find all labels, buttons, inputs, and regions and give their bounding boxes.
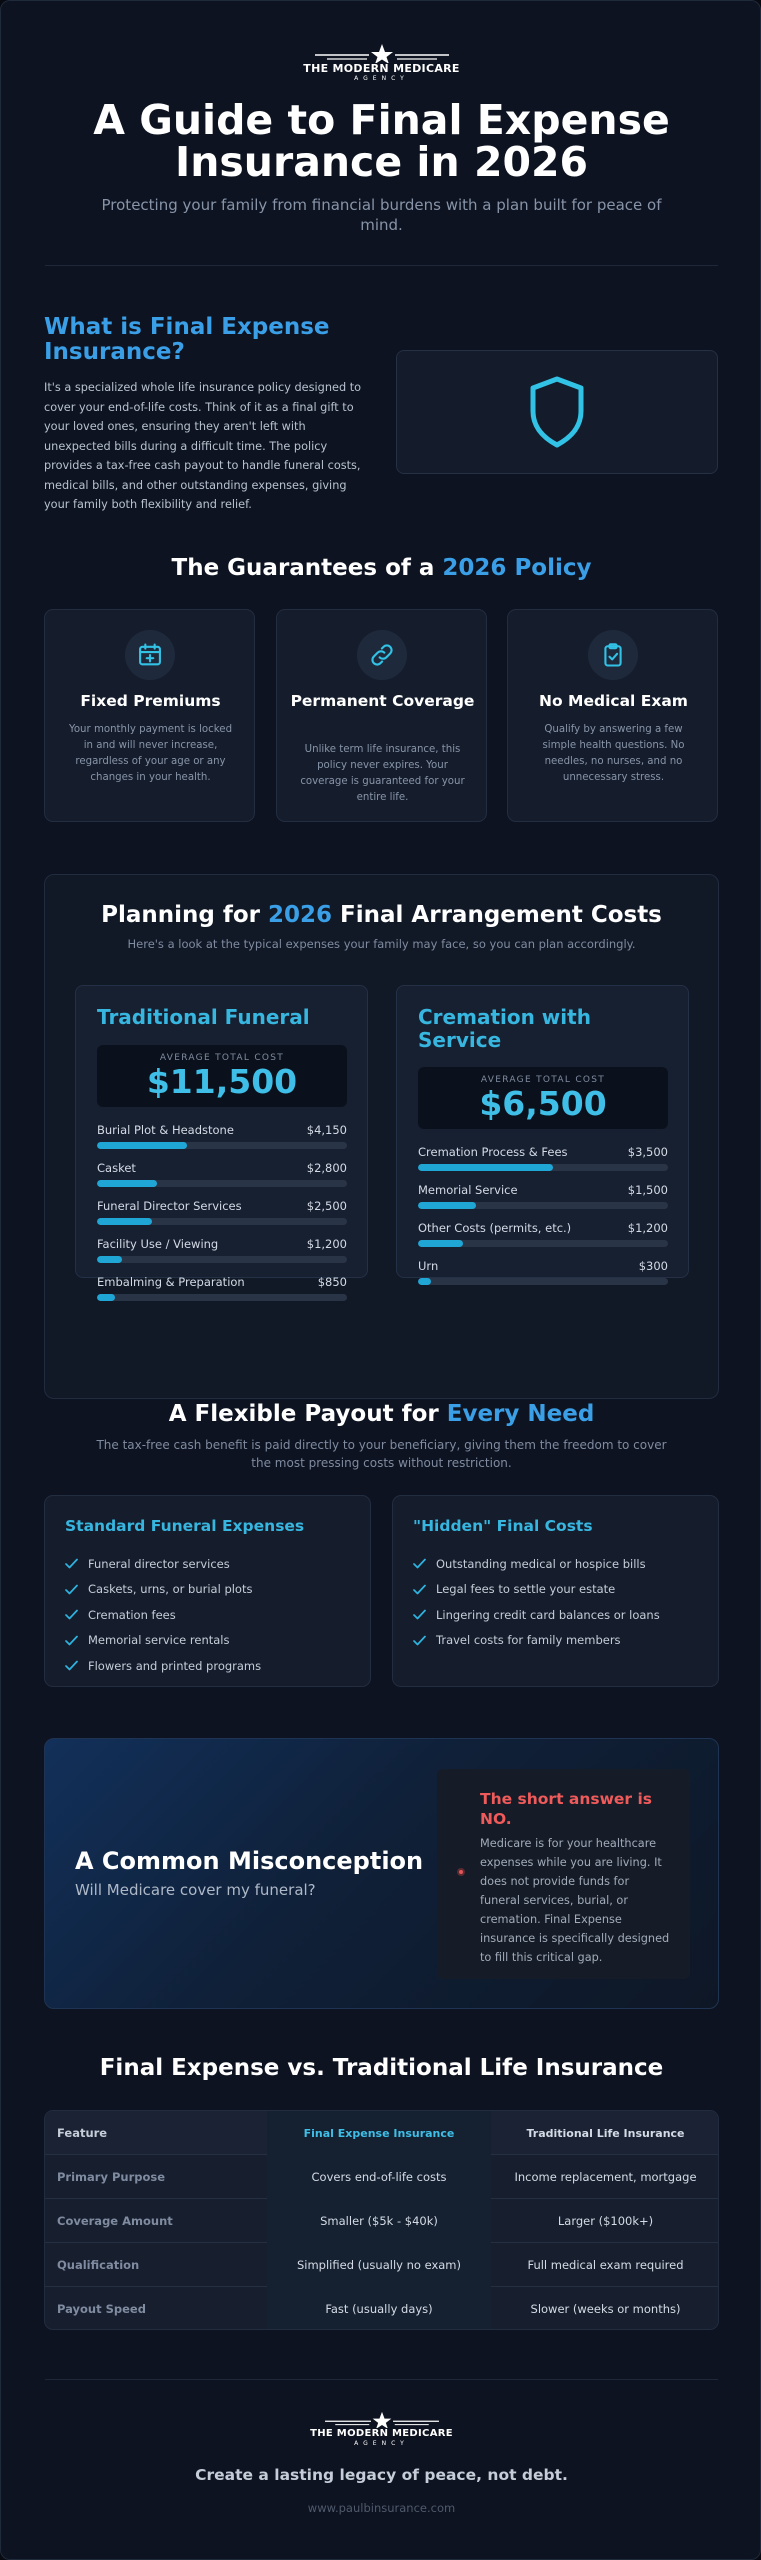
table-cell: Simplified (usually no exam) [267,2243,491,2287]
divider [45,2379,718,2380]
payout-item-text: Funeral director services [88,1556,230,1571]
planning-section [44,874,719,1399]
guarantees-title-accent: 2026 Policy [442,555,592,581]
brand-name: THE MODERN MEDICARE [303,62,460,75]
table-row [45,2287,719,2330]
payout-item-text: Travel costs for family members [436,1633,621,1648]
table-row [45,2199,719,2243]
payout-subtitle: The tax-free cash benefit is paid directly to your beneficiary, giving them the freedom to cover the most pressing costs without restriction. [96,1438,667,1470]
footer-url[interactable]: www.paulbinsurance.com [307,2501,456,2515]
guarantee-title: No Medical Exam [539,692,688,710]
payout-list-item [65,1551,261,1577]
cost-item-label: Cremation Process & Fees [418,1145,568,1159]
table-header-row [45,2111,719,2155]
cost-item-label: Other Costs (permits, etc.) [418,1221,572,1235]
guarantee-title: Permanent Coverage [290,692,475,710]
cost-bar [418,1164,668,1171]
table-cell: Slower (weeks or months) [530,2302,681,2316]
payout-list-item [413,1577,660,1603]
what-body: It's a specialized whole life insurance policy designed to cover your end-of-life costs. Think of it as a final gift to your loved ones, ensuring they aren't left with unexpected bills during a difficult time. The policy provides a tax-free cash payout to handle funeral costs, medical bills, and other outstanding expenses, giving your family both flexibility and relief. [44,381,362,511]
cost-card-title: Cremation with Service [418,1005,591,1052]
check-icon [413,1558,436,1569]
brand-logo [1,43,761,83]
table-cell: Fast (usually days) [267,2287,491,2330]
cost-item [97,1237,347,1269]
cost-item-value: $850 [317,1275,347,1289]
cost-bar [97,1142,347,1149]
guarantee-card-permanent-coverage [276,609,487,822]
shield-panel [396,350,718,474]
cost-bar [97,1256,347,1263]
payout-card-hidden [392,1495,719,1687]
brand-sub: AGENCY [354,75,409,82]
table-cell: Income replacement, mortgage [514,2170,697,2184]
cost-bar [97,1294,347,1301]
cost-bar [97,1180,347,1187]
cost-item-label: Urn [418,1259,439,1273]
check-icon [413,1609,436,1620]
cost-item-value: $2,800 [306,1161,347,1175]
payout-item-text: Outstanding medical or hospice bills [436,1556,646,1571]
payout-title-prefix: A Flexible Payout for [168,1401,447,1427]
footer-tagline: Create a lasting legacy of peace, not debt. [195,2466,568,2484]
cost-bar-fill [418,1164,553,1171]
brand-sub: AGENCY [354,2440,409,2447]
misconception-question: Will Medicare cover my funeral? [75,1881,316,1899]
cost-item [418,1183,668,1215]
table-row [45,2243,719,2287]
total-cost-box [97,1045,347,1107]
cost-bar [418,1240,668,1247]
star-icon [307,43,457,63]
cost-item-value: $1,200 [306,1237,347,1251]
cost-item [418,1221,668,1253]
cost-item [97,1123,347,1155]
cost-item-value: $300 [638,1259,668,1273]
calendar-plus-icon [125,630,175,680]
page-title: A Guide to Final Expense Insurance in 2026 [93,96,670,186]
clipboard-check-icon [588,630,638,680]
cost-item-label: Funeral Director Services [97,1199,242,1213]
cost-bar-fill [418,1202,476,1209]
payout-title [1,1401,761,1427]
cost-item [97,1161,347,1193]
check-icon [413,1584,436,1595]
cost-card-title: Traditional Funeral [97,1005,310,1029]
payout-list-item [65,1602,261,1628]
cost-item [97,1199,347,1231]
cost-card-cremation [396,985,689,1278]
cost-item-label: Memorial Service [418,1183,518,1197]
guarantee-desc: Your monthly payment is locked in and will never increase, regardless of your age or any changes in your health. [68,724,233,783]
check-icon [413,1635,436,1646]
cost-item-value: $3,500 [627,1145,668,1159]
planning-subtitle: Here's a look at the typical expenses your family may face, so you can plan accordingly. [127,937,636,951]
cost-item-label: Facility Use / Viewing [97,1237,219,1251]
cost-item-label: Burial Plot & Headstone [97,1123,234,1137]
misconception-title: A Common Misconception [75,1847,424,1875]
cost-card-traditional-funeral [75,985,368,1289]
payout-list [65,1551,261,1679]
alert-dot-icon [457,1868,465,1876]
table-header-cell: Traditional Life Insurance [526,2126,685,2140]
cost-bar [97,1218,347,1225]
table-cell: Primary Purpose [57,2170,166,2184]
guarantee-title: Fixed Premiums [80,692,221,710]
guarantee-card-no-medical-exam [507,609,718,822]
planning-title-prefix: Planning for [101,902,269,928]
guarantee-card-fixed-premiums [44,609,255,822]
table-cell: Covers end-of-life costs [267,2155,491,2199]
guarantee-desc: Unlike term life insurance, this policy never expires. Your coverage is guaranteed for your entire life. [300,744,465,803]
table-header-cell: Final Expense Insurance [267,2111,491,2155]
cost-item-label: Casket [97,1161,136,1175]
total-cost-value: $6,500 [479,1084,607,1123]
total-cost-value: $11,500 [146,1062,298,1101]
payout-item-text: Cremation fees [88,1607,176,1622]
cost-bar-fill [97,1294,115,1301]
cost-item-value: $1,200 [627,1221,668,1235]
divider [45,265,718,266]
cost-item-value: $1,500 [627,1183,668,1197]
payout-list-item [65,1628,261,1654]
guarantees-title-prefix: The Guarantees of a [171,555,443,581]
total-cost-box [418,1067,668,1129]
cost-item-value: $2,500 [306,1199,347,1213]
check-icon [65,1558,88,1569]
star-icon [317,2411,447,2428]
total-cost-label: AVERAGE TOTAL COST [480,1075,606,1085]
payout-list-item [413,1551,660,1577]
payout-list-item [413,1602,660,1628]
payout-item-text: Lingering credit card balances or loans [436,1607,660,1622]
cost-item [418,1145,668,1177]
misconception-answer: The short answer is NO. [480,1790,653,1828]
check-icon [65,1584,88,1595]
table-cell: Smaller ($5k - $40k) [267,2199,491,2243]
payout-item-text: Memorial service rentals [88,1633,230,1648]
misconception-answer-card [437,1769,690,1979]
cost-bar [418,1202,668,1209]
cost-item [97,1275,347,1307]
footer-logo [1,2411,761,2448]
brand-name: THE MODERN MEDICARE [310,2428,453,2439]
table-cell: Full medical exam required [527,2258,684,2272]
guarantees-title [1,555,761,581]
table-row [45,2155,719,2199]
comparison-title: Final Expense vs. Traditional Life Insurance [99,2055,664,2081]
planning-title-suffix: Final Arrangement Costs [332,902,662,928]
table-header-cell: Feature [57,2126,108,2140]
table-cell: Qualification [57,2258,140,2272]
misconception-body: Medicare is for your healthcare expenses while you are living. It does not provide funds for funeral services, burial, or cremation. Final Expense insurance is specifically designed to fill this critical gap. [480,1837,670,1964]
page-subtitle: Protecting your family from financial burdens with a plan built for peace of mind. [101,196,662,234]
misconception-section [44,1738,719,2009]
payout-item-text: Legal fees to settle your estate [436,1582,616,1597]
table-cell: Larger ($100k+) [557,2214,654,2228]
payout-card-title: Standard Funeral Expenses [65,1517,305,1535]
payout-list-item [65,1577,261,1603]
cost-item [418,1259,668,1291]
cost-bar-fill [97,1142,187,1149]
cost-item-label: Embalming & Preparation [97,1275,245,1289]
what-title: What is Final Expense Insurance? [44,314,330,365]
planning-title-accent: 2026 [268,902,333,928]
table-cell: Payout Speed [57,2302,146,2316]
planning-title [45,902,718,928]
table-cell: Coverage Amount [57,2214,173,2228]
cost-bar-fill [418,1278,431,1285]
cost-bar-fill [97,1180,157,1187]
cost-bar-fill [97,1218,152,1225]
check-icon [65,1660,88,1671]
payout-title-accent: Every Need [446,1401,595,1427]
check-icon [65,1609,88,1620]
link-icon [357,630,407,680]
payout-list-item [413,1628,660,1654]
payout-item-text: Flowers and printed programs [88,1658,262,1673]
cost-item-value: $4,150 [306,1123,347,1137]
payout-item-text: Caskets, urns, or burial plots [88,1582,253,1597]
check-icon [65,1635,88,1646]
payout-list-item [65,1653,261,1679]
cost-bar-fill [418,1240,463,1247]
payout-list [413,1551,660,1653]
shield-icon [527,375,587,449]
guarantee-desc: Qualify by answering a few simple health questions. No needles, no nurses, and no unnecessary stress. [542,724,685,783]
cost-bar [418,1278,668,1285]
cost-bar-fill [97,1256,122,1263]
payout-card-standard [44,1495,371,1687]
total-cost-label: AVERAGE TOTAL COST [159,1053,285,1063]
comparison-table [44,2110,719,2330]
payout-card-title: "Hidden" Final Costs [413,1517,593,1535]
